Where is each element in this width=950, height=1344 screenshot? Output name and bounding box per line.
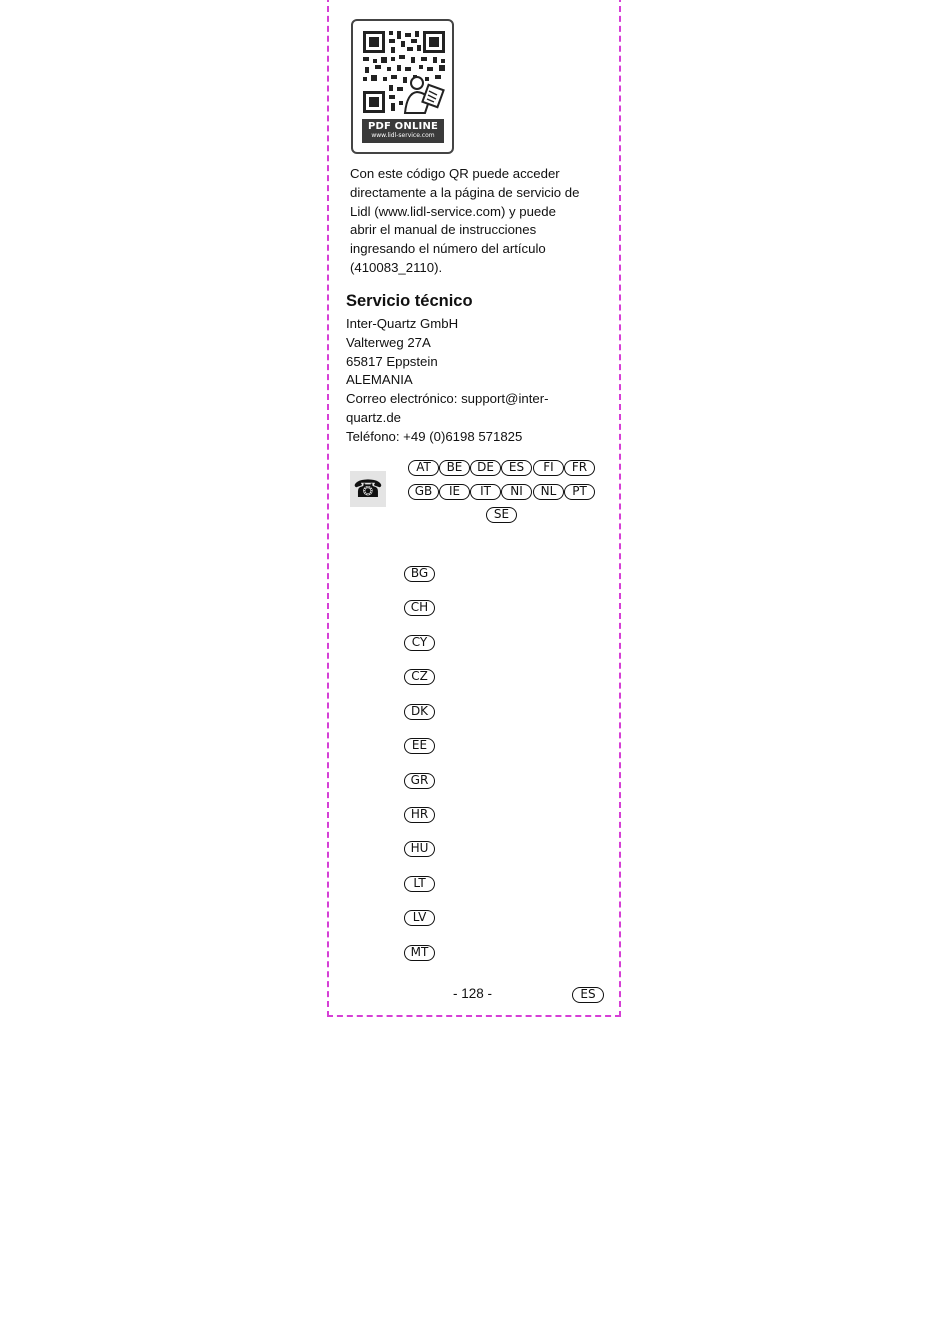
country-badge-hr: HR bbox=[404, 807, 435, 823]
country-badge-ni: NI bbox=[501, 484, 532, 500]
country-badge-ee: EE bbox=[404, 738, 435, 754]
email-line[interactable]: Correo electrónico: support@inter- bbox=[346, 391, 549, 407]
country-badge-bg: BG bbox=[404, 566, 435, 582]
phone-line[interactable]: Teléfono: +49 (0)6198 571825 bbox=[346, 428, 523, 444]
country-badge-gb: GB bbox=[408, 484, 439, 500]
qr-code-card[interactable] bbox=[351, 19, 454, 154]
country-badge-ie: IE bbox=[439, 484, 470, 500]
country-badge-at: AT bbox=[408, 460, 439, 476]
qr-description-line: directamente a la página de servicio de bbox=[350, 184, 580, 200]
qr-description-line: Lidl (www.lidl-service.com) y puede bbox=[350, 203, 556, 219]
country-badge-fi: FI bbox=[533, 460, 564, 476]
qr-description-line: (410083_2110). bbox=[350, 259, 443, 275]
country-badge-pt: PT bbox=[564, 484, 595, 500]
email-line-continued[interactable]: quartz.de bbox=[346, 409, 401, 425]
qr-description bbox=[350, 165, 605, 278]
country-address: ALEMANIA bbox=[346, 372, 413, 388]
country-badge-ch: CH bbox=[404, 600, 435, 616]
street-address: Valterweg 27A bbox=[346, 334, 431, 350]
qr-description-line: abrir el manual de instrucciones bbox=[350, 222, 537, 238]
pdf-online-title: PDF ONLINE bbox=[367, 121, 439, 132]
country-badge-nl: NL bbox=[533, 484, 564, 500]
country-badge-mt: MT bbox=[404, 945, 435, 961]
service-address bbox=[346, 315, 606, 447]
country-badge-hu: HU bbox=[404, 841, 435, 857]
company-name: Inter-Quartz GmbH bbox=[346, 316, 459, 331]
country-badge-se: SE bbox=[486, 507, 517, 523]
country-badge-es: ES bbox=[501, 460, 532, 476]
qr-description-line: ingresando el número del artículo bbox=[350, 241, 546, 257]
city-address: 65817 Eppstein bbox=[346, 353, 438, 369]
telephone-icon: ☎ bbox=[350, 471, 386, 507]
country-badge-be: BE bbox=[439, 460, 470, 476]
pdf-online-url: www.lidl-service.com bbox=[371, 132, 435, 139]
language-badge: ES bbox=[572, 987, 604, 1003]
country-badge-cz: CZ bbox=[404, 669, 435, 685]
country-badge-fr: FR bbox=[564, 460, 595, 476]
country-badge-cy: CY bbox=[404, 635, 435, 651]
country-badge-gr: GR bbox=[404, 773, 435, 789]
country-badge-lv: LV bbox=[404, 910, 435, 926]
country-badge-de: DE bbox=[470, 460, 501, 476]
qr-description-line: Con este código QR puede acceder bbox=[350, 166, 560, 181]
qr-code-icon bbox=[361, 29, 447, 117]
page-number: - 128 - bbox=[453, 986, 493, 1001]
service-heading: Servicio técnico bbox=[346, 292, 473, 310]
pdf-online-label bbox=[362, 119, 444, 143]
country-badge-it: IT bbox=[470, 484, 501, 500]
country-badge-dk: DK bbox=[404, 704, 435, 720]
country-badge-lt: LT bbox=[404, 876, 435, 892]
